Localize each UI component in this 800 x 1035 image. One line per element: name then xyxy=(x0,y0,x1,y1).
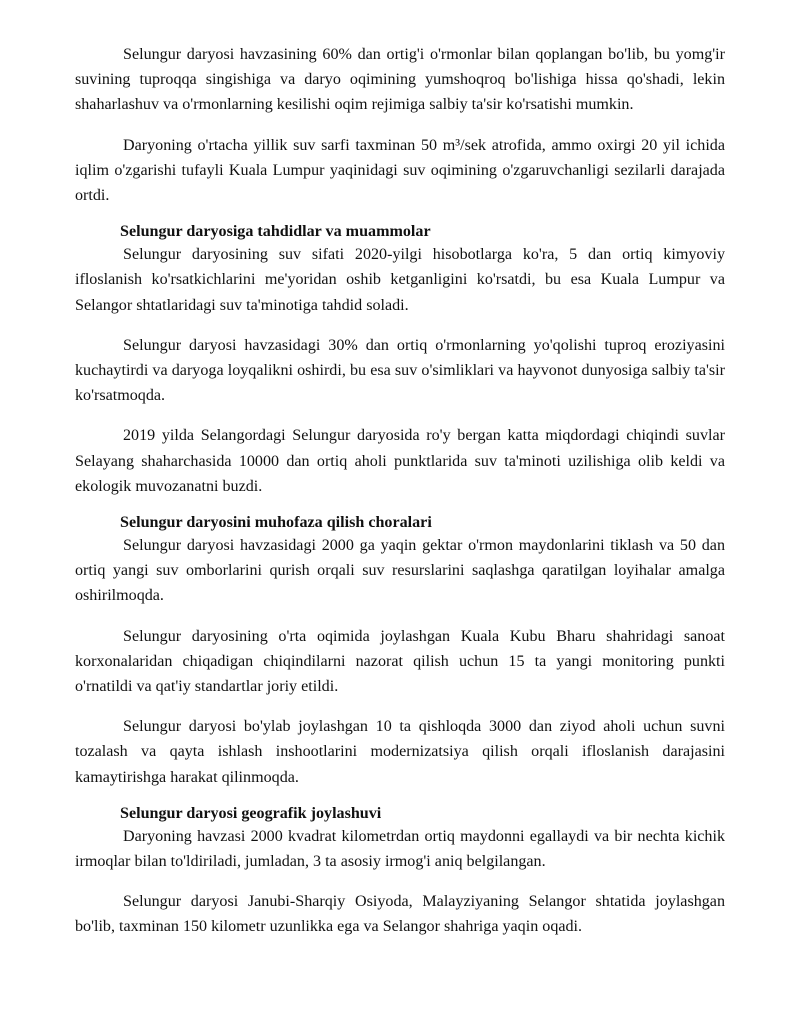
section-heading-threats: Selungur daryosiga tahdidlar va muammolar xyxy=(120,223,431,241)
threats-paragraph-3: 2019 yilda Selangordagi Selungur daryosida ro'y bergan katta miqdordagi chiqindi suvlar Selayang shaharchasida 10000 dan ortiq aholi punktlarida suv ta'minoti uzilishiga olib keldi va ekologik muvozanatni buzdi. xyxy=(75,427,725,495)
protection-paragraph-1: Selungur daryosi havzasidagi 2000 ga yaqin gektar o'rmon maydonlarini tiklash va 50 dan ortiq yangi suv omborlarini qurish orqali suv resurslarini saqlashga qaratilgan loyihalar amalga oshirilmoqda. xyxy=(75,537,725,605)
protection-paragraph-2: Selungur daryosining o'rta oqimida joylashgan Kuala Kubu Bharu shahridagi sanoat korxonalaridan chiqadigan chiqindilarni nazorat qilish uchun 15 ta yangi monitoring punkti o'rnatildi va qat'iy standartlar joriy etildi. xyxy=(75,627,725,696)
threats-paragraph-1: Selungur daryosining suv sifati 2020-yilgi hisobotlarga ko'ra, 5 dan ortiq kimyoviy ifloslanish ko'rsatkichlarini me'yoridan oshib ketganligini ko'rsatdi, bu esa Kuala Lumpur va Selangor shtatlaridagi suv ta'minotiga tahdid soladi. xyxy=(75,246,725,314)
threats-paragraph-2: Selungur daryosi havzasidagi 30% dan ortiq o'rmonlarning yo'qolishi tuproq eroziyasini kuchaytirdi va daryoga loyqalikni oshirdi, bu esa suv o'simliklari va hayvonot dunyosiga salbiy ta'sir ko'rsatmoqda. xyxy=(75,336,725,405)
section-heading-geography: Selungur daryosi geografik joylashuvi xyxy=(120,804,382,822)
intro-paragraph-1: Selungur daryosi havzasining 60% dan ortig'i o'rmonlar bilan qoplangan bo'lib, bu yomg'ir suvining tuproqqa singishiga va daryo oqimining yumshoqroq bo'lishiga hissa qo'shadi, lekin shaharlashuv va o'rmonlarning kesilishi oqim rejimiga salbiy ta'sir ko'rsatishi mumkin. xyxy=(75,46,725,114)
geography-paragraph-2: Selungur daryosi Janubi-Sharqiy Osiyoda, Malayziyaning Selangor shtatida joylashgan bo'lib, taxminan 150 kilometr uzunlikka ega va Selangor shahriga yaqin oqadi. xyxy=(75,893,725,936)
geography-paragraph-1: Daryoning havzasi 2000 kvadrat kilometrdan ortiq maydonni egallaydi va bir nechta kichik irmoqlar bilan to'ldiriladi, jumladan, 3 ta asosiy irmog'i aniq belgilangan. xyxy=(75,827,725,871)
intro-paragraph-2: Daryoning o'rtacha yillik suv sarfi taxminan 50 m³/sek atrofida, ammo oxirgi 20 yil ichida iqlim o'zgarishi tufayli Kuala Lumpur yaqinidagi suv oqimining o'zgaruvchanligi sezilarli darajada ortdi. xyxy=(75,136,725,205)
protection-paragraph-3: Selungur daryosi bo'ylab joylashgan 10 ta qishloqda 3000 dan ziyod aholi uchun suvni tozalash va qayta ishlash inshootlarini modernizatsiya qilish orqali ifloslanish darajasini kamaytirishga harakat qilinmoqda. xyxy=(75,718,725,786)
document-page xyxy=(75,42,725,940)
section-heading-protection: Selungur daryosini muhofaza qilish choralari xyxy=(120,514,432,532)
